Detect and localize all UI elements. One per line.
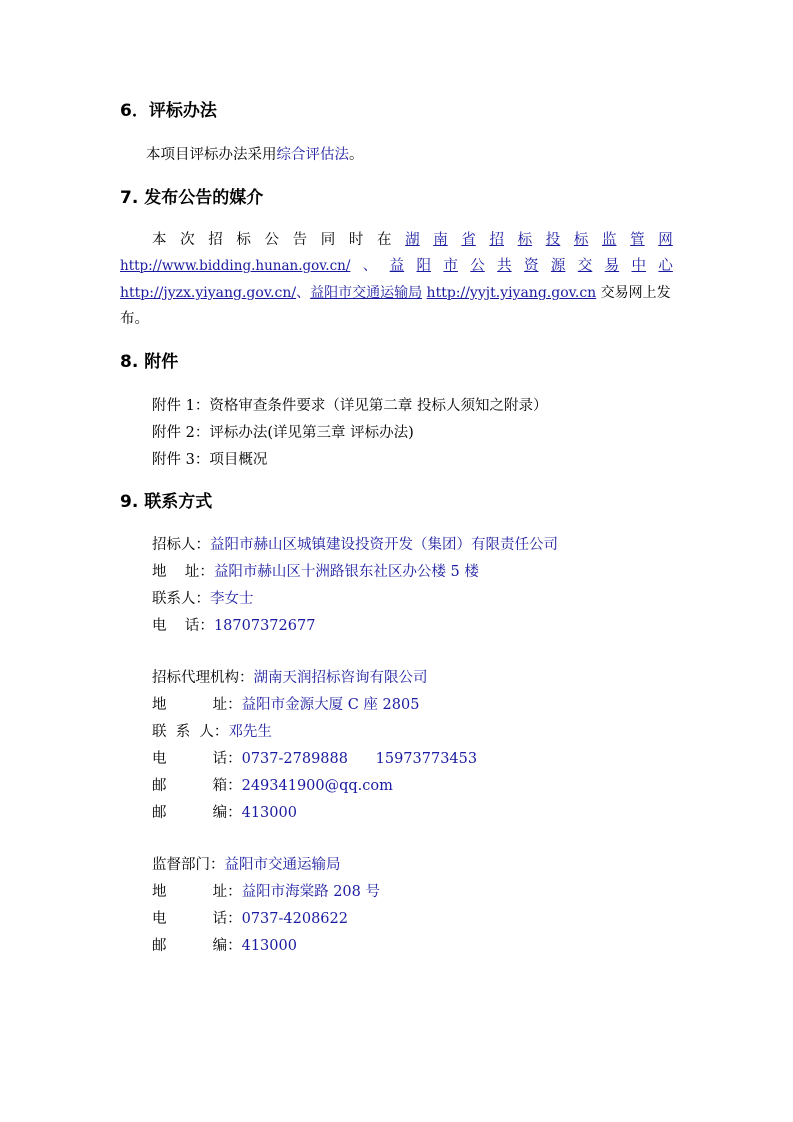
section-7-line-3: [120, 284, 671, 302]
supervisor-phone-row: [152, 910, 348, 928]
supervisor-phone: 0737-4208622: [241, 911, 348, 927]
attachment-1: 附件 1：资格审查条件要求（详见第二章 投标人须知之附录）: [152, 398, 548, 414]
address-label: 地 址：: [152, 697, 242, 713]
tenderer-address-row: [152, 563, 479, 581]
line-3-suffix: 交易网上发: [600, 285, 671, 301]
agency-label: 招标代理机构：: [152, 670, 254, 686]
contact-label: 联系人：: [152, 591, 210, 607]
yiyang-exchange-link-char[interactable]: 交: [577, 258, 593, 274]
attachment-3: 附件 3：项目概况: [152, 452, 268, 468]
char: 次: [180, 232, 195, 248]
yiyang-exchange-link-char[interactable]: 资: [524, 258, 539, 274]
supervisor-name-row: [152, 856, 341, 874]
yiyang-exchange-link-char[interactable]: 阳: [416, 258, 432, 274]
section-9-heading: 9. 联系方式: [120, 492, 213, 512]
hunan-bidding-link-char[interactable]: 标: [573, 232, 589, 248]
char: 标: [236, 232, 251, 248]
evaluation-method: 综合评估法: [276, 147, 349, 163]
char: 时: [348, 232, 364, 248]
yiyang-exchange-link-char[interactable]: 共: [497, 258, 512, 274]
agency-email: 249341900@qq.com: [241, 778, 393, 794]
zip-label: 邮 编：: [152, 938, 242, 954]
tenderer-phone: 18707372677: [213, 618, 316, 634]
agency-contact: 邓先生: [228, 724, 272, 740]
attachment-2: 附件 2：评标办法(详见第三章 评标办法): [152, 425, 414, 441]
section-7-line-4: 布。: [120, 311, 149, 327]
section-7-line-2: [120, 257, 673, 275]
hunan-bidding-link-char[interactable]: 标: [517, 232, 533, 248]
address-label: 地 址：: [152, 564, 214, 580]
supervisor-address: 益阳市海棠路 208 号: [241, 884, 380, 900]
char: 同: [320, 232, 336, 248]
tenderer-phone-row: [152, 617, 315, 635]
contact-label: 联 系 人：: [152, 724, 229, 740]
tenderer-address: 益阳市赫山区十洲路银东社区办公楼 5 楼: [213, 564, 479, 580]
agency-address-row: [152, 696, 419, 714]
hunan-bidding-link-char[interactable]: 南: [433, 232, 448, 248]
supervisor-label: 监督部门：: [152, 857, 225, 873]
agency-name: 湖南天润招标咨询有限公司: [253, 670, 428, 686]
address-label: 地 址：: [152, 884, 242, 900]
hunan-bidding-link-char[interactable]: 招: [489, 232, 504, 248]
phone-label: 电 话：: [152, 911, 242, 927]
yiyang-exchange-url[interactable]: http://jyzx.yiyang.gov.cn/: [120, 285, 297, 301]
section-6-suffix: 。: [349, 147, 364, 163]
agency-email-row: [152, 777, 393, 795]
agency-zip-row: [152, 804, 297, 822]
agency-name-row: [152, 669, 428, 687]
email-label: 邮 箱：: [152, 778, 242, 794]
agency-address: 益阳市金源大厦 C 座 2805: [241, 697, 420, 713]
tenderer-name: 益阳市赫山区城镇建设投资开发（集团）有限责任公司: [210, 537, 558, 553]
hunan-bidding-link-char[interactable]: 监: [602, 232, 617, 248]
yiyang-exchange-link-char[interactable]: 益: [389, 258, 405, 274]
supervisor-zip-row: [152, 937, 297, 955]
hunan-bidding-link-char[interactable]: 湖: [405, 232, 420, 248]
tenderer-contact: 李女士: [210, 591, 254, 607]
yiyang-exchange-link-char[interactable]: 中: [631, 258, 647, 274]
hunan-bidding-url[interactable]: http://www.bidding.hunan.gov.cn/: [120, 258, 351, 274]
char: 招: [208, 232, 223, 248]
section-7-heading: 7. 发布公告的媒介: [120, 188, 264, 208]
phone-label: 电 话：: [152, 618, 214, 634]
supervisor-address-row: [152, 883, 380, 901]
agency-phone-row: [152, 750, 477, 768]
char: 在: [377, 232, 392, 248]
char: 告: [292, 232, 308, 248]
tenderer-contact-row: [152, 590, 254, 608]
section-8-heading: 8. 附件: [120, 352, 179, 372]
separator: 、: [362, 258, 378, 274]
zip-label: 邮 编：: [152, 805, 242, 821]
section-7-line-1: [120, 231, 673, 249]
section-6-heading: 6．评标办法: [120, 101, 217, 121]
agency-contact-row: [152, 723, 272, 741]
agency-zip: 413000: [241, 805, 297, 821]
yiyang-exchange-link-char[interactable]: 易: [604, 258, 620, 274]
tenderer-label: 招标人：: [152, 537, 210, 553]
char: 公: [264, 232, 279, 248]
section-6-text: [146, 146, 364, 164]
yiyang-exchange-link-char[interactable]: 公: [470, 258, 485, 274]
separator: 、: [296, 285, 311, 301]
hunan-bidding-link-char[interactable]: 网: [658, 232, 673, 248]
yiyang-exchange-link-char[interactable]: 源: [550, 258, 566, 274]
hunan-bidding-link-char[interactable]: 省: [461, 232, 476, 248]
phone-label: 电 话：: [152, 751, 242, 767]
hunan-bidding-link-char[interactable]: 投: [545, 232, 561, 248]
tenderer-name-row: [152, 536, 558, 554]
section-6-prefix: 本项目评标办法采用: [146, 147, 277, 163]
supervisor-zip: 413000: [241, 938, 297, 954]
hunan-bidding-link-char[interactable]: 管: [630, 232, 645, 248]
supervisor-name: 益阳市交通运输局: [224, 857, 341, 873]
agency-phone: 0737-2789888 15973773453: [241, 751, 478, 767]
yiyang-exchange-link-char[interactable]: 市: [443, 258, 458, 274]
yiyang-exchange-link-char[interactable]: 心: [658, 258, 673, 274]
yiyang-transport-url[interactable]: http://yyjt.yiyang.gov.cn: [426, 285, 597, 301]
char: 本: [152, 232, 167, 248]
yiyang-transport-link[interactable]: 益阳市交通运输局: [310, 285, 423, 301]
